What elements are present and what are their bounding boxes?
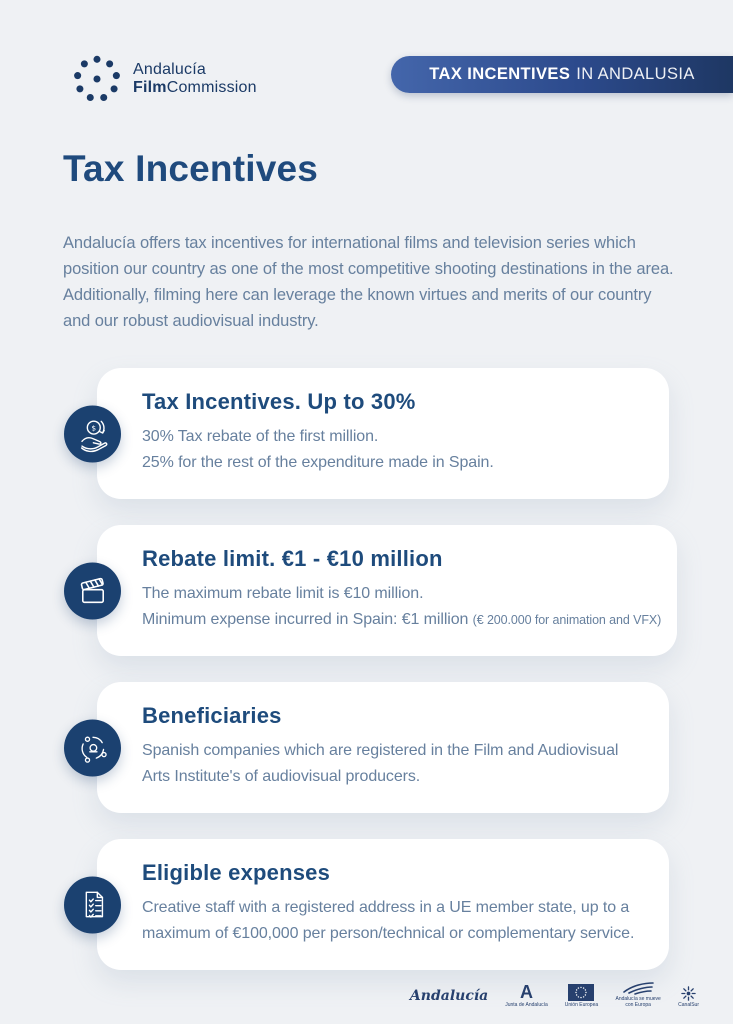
junta-a-mark: A bbox=[520, 981, 533, 1002]
card-line: The maximum rebate limit is €10 million. bbox=[142, 585, 424, 602]
brand-line1: Andalucía bbox=[133, 61, 206, 79]
minimum-expense-text: Minimum expense incurred in Spain: €1 million bbox=[142, 611, 473, 628]
card-beneficiaries bbox=[97, 682, 669, 813]
brand-film: Film bbox=[133, 79, 167, 96]
page-banner bbox=[391, 56, 733, 93]
card-title: Eligible expenses bbox=[142, 860, 331, 885]
andalucia-script-logo bbox=[410, 989, 488, 1008]
eu-flag-logo bbox=[565, 984, 598, 1009]
card-rebate-limit bbox=[97, 525, 677, 656]
card-line bbox=[142, 607, 661, 633]
junta-caption: Junta de Andalucía bbox=[505, 1001, 548, 1008]
andalucia-script-text: Andalucía bbox=[409, 987, 489, 1004]
banner-title-rest: IN ANDALUSIA bbox=[576, 65, 695, 83]
andalucia-se-mueve-logo bbox=[615, 981, 661, 1008]
junta-de-andalucia-logo bbox=[505, 983, 548, 1009]
brand-commission: Commission bbox=[166, 79, 257, 96]
swoosh-icon bbox=[621, 981, 655, 995]
eu-caption: Unión Europea bbox=[564, 1001, 599, 1008]
incentive-cards bbox=[90, 368, 669, 970]
card-eligible-expenses bbox=[97, 839, 669, 970]
partner-logos bbox=[410, 981, 699, 1008]
checklist-icon bbox=[64, 876, 121, 933]
card-title: Rebate limit. €1 - €10 million bbox=[142, 546, 443, 571]
se-mueve-caption: Andalucía se mueve con Europa bbox=[615, 996, 661, 1008]
canal-sur-logo bbox=[678, 986, 699, 1009]
banner-title-bold: TAX INCENTIVES bbox=[429, 65, 571, 83]
card-line: 25% for the rest of the expenditure made in Spain. bbox=[142, 454, 494, 471]
eu-flag-icon bbox=[568, 984, 594, 1001]
intro-paragraph: Andalucía offers tax incentives for international films and television series which position our country as one of the most competitive shooting destinations in the area. Additionally, filming here can leverage the known virtues and merits of our country and our robust audiovisual industry. bbox=[63, 234, 674, 330]
sun-icon bbox=[681, 986, 696, 1001]
brand-line2 bbox=[133, 79, 257, 97]
card-tax-incentives bbox=[90, 368, 669, 499]
card-line: 30% Tax rebate of the first million. bbox=[142, 428, 379, 445]
brand-logo-text bbox=[133, 61, 257, 97]
card-title: Tax Incentives. Up to 30% bbox=[142, 389, 416, 414]
clapperboard-icon bbox=[64, 562, 121, 619]
dollar-glyph: $ bbox=[90, 423, 96, 433]
card-title: Beneficiaries bbox=[142, 703, 282, 728]
card-line: Spanish companies which are registered in the Film and Audiovisual Arts Institute's of audiovisual producers. bbox=[142, 742, 619, 785]
film-commission-logo-mark bbox=[70, 50, 124, 108]
brand-logo bbox=[70, 50, 257, 108]
community-icon bbox=[64, 719, 121, 776]
page-title: Tax Incentives bbox=[63, 148, 319, 189]
money-hand-icon bbox=[64, 405, 121, 462]
animation-vfx-note: (€ 200.000 for animation and VFX) bbox=[472, 613, 662, 627]
canal-sur-caption: CanalSur bbox=[678, 1001, 699, 1008]
card-line: Creative staff with a registered address in a UE member state, up to a maximum of €100,000 per person/technical or complementary service. bbox=[142, 899, 635, 942]
